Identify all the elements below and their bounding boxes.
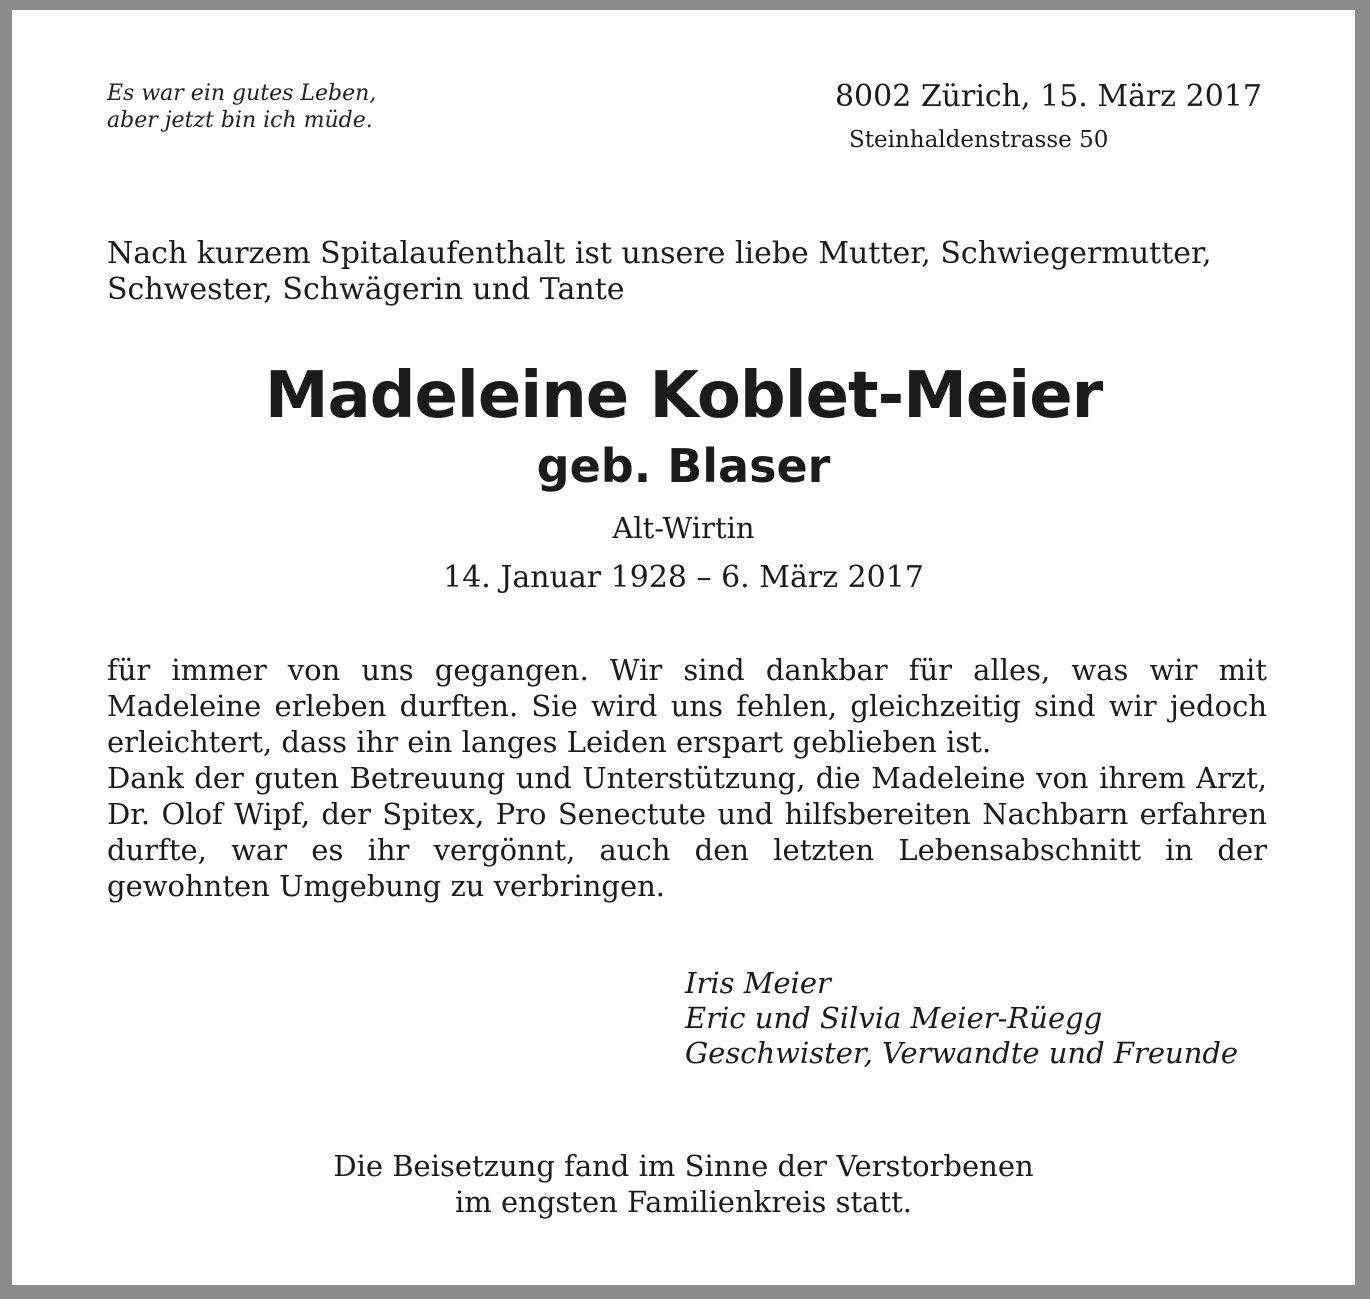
signature-line: Iris Meier	[685, 966, 831, 1000]
obituary-notice	[12, 10, 1355, 1285]
motto	[107, 80, 376, 134]
profession: Alt-Wirtin	[612, 511, 755, 545]
address: Steinhaldenstrasse 50	[849, 127, 1109, 153]
life-dates: 14. Januar 1928 – 6. März 2017	[443, 560, 924, 595]
intro-line-1: Nach kurzem Spitalaufenthalt ist unsere liebe Mutter, Schwiegermutter,	[107, 236, 1212, 271]
deceased-name: Madeleine Koblet-Meier	[264, 359, 1103, 433]
body-text	[107, 652, 1267, 904]
body-paragraph-1: für immer von uns gegangen. Wir sind dankbar für alles, was wir mit Madeleine erleben durften. Sie wird uns fehlen, gleichzeitig sind wir jedoch erleichtert, dass ihr ein langes Leiden erspart geblieben ist.	[107, 653, 1267, 759]
closing-line-1: Die Beisetzung fand im Sinne der Verstorbenen	[333, 1149, 1034, 1183]
motto-line-2: aber jetzt bin ich müde.	[107, 108, 373, 133]
body-paragraph-2: Dank der guten Betreuung und Unterstützung, die Madeleine von ihrem Arzt, Dr. Olof Wipf, der Spitex, Pro Senectute und hilfsbereiten Nachbarn erfahren durfte, war es ihr vergönnt, auch den letzten Lebensabschnitt in der gewohnten Umgebung zu verbringen.	[107, 761, 1267, 903]
closing-line-2: im engsten Familienkreis statt.	[455, 1185, 912, 1219]
intro-text	[107, 236, 1267, 308]
closing-note	[12, 1148, 1355, 1220]
intro-line-2: Schwester, Schwägerin und Tante	[107, 272, 625, 307]
place-date: 8002 Zürich, 15. März 2017	[834, 79, 1262, 114]
signatures	[685, 966, 1238, 1071]
signature-line: Eric und Silvia Meier-Rüegg	[685, 1001, 1103, 1035]
motto-line-1: Es war ein gutes Leben,	[107, 81, 377, 106]
signature-line: Geschwister, Verwandte und Freunde	[685, 1036, 1239, 1070]
maiden-name: geb. Blaser	[536, 439, 831, 493]
